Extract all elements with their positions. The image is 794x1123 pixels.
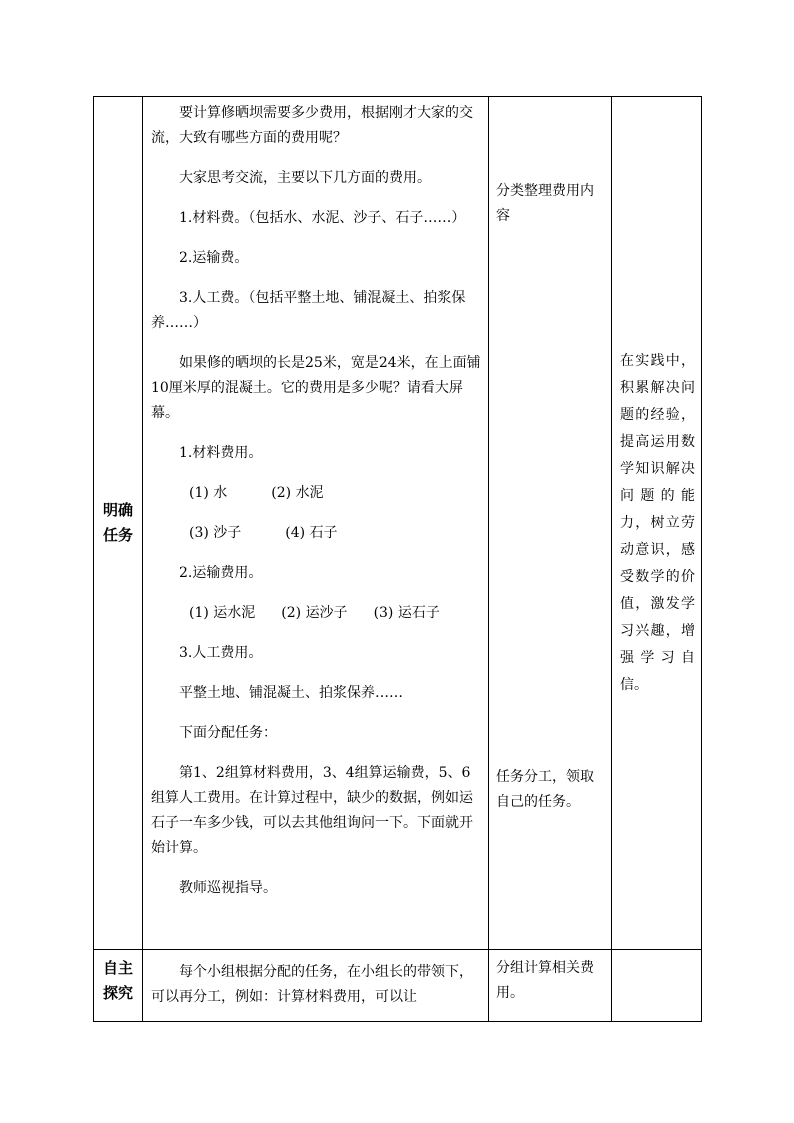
- design-intent-cell: [612, 950, 702, 1022]
- paragraph-discuss: 大家思考交流，主要以下几方面的费用。: [179, 170, 431, 186]
- student-activity-cell: [489, 97, 612, 950]
- design-intent-cell: [612, 97, 702, 950]
- paragraph-labor-items: 平整土地、铺混凝土、拍浆保养……: [179, 685, 403, 701]
- paragraph-cost-1: 1.材料费。（包括水、水泥、沙子、石子……）: [179, 210, 466, 226]
- paragraph-teacher: 教师巡视指导。: [179, 880, 277, 896]
- paragraph-problem: 如果修的晒坝的长是25米，宽是24米，在上面铺10厘米厚的混凝土。它的费用是多少呢？请看大屏幕。: [151, 355, 481, 421]
- section-label-line: 明确: [102, 501, 133, 519]
- table-row: [94, 97, 702, 950]
- list-item: (4) 石子: [285, 525, 338, 541]
- paragraph-explore: 每个小组根据分配的任务，在小组长的带领下，可以再分工，例如：计算材料费用，可以让: [151, 964, 473, 1005]
- design-intent-text: 在实践中，积累解决问题的经验，提高运用数学知识解决问题的能力，树立劳动意识，感受数学的价值，激发学习兴趣，增强学习自信。: [620, 352, 695, 693]
- section-label-line: 探究: [102, 984, 133, 1002]
- list-item: (2) 运沙子: [281, 605, 348, 621]
- list-item: (2) 水泥: [271, 485, 324, 501]
- material-items-line-2: [151, 521, 482, 546]
- teaching-content-cell: [143, 950, 489, 1022]
- table-row: [94, 950, 702, 1022]
- list-item: (3) 运石子: [373, 605, 440, 621]
- paragraph-cost-2: 2.运输费。: [179, 250, 249, 266]
- paragraph-cost-3: 3.人工费。（包括平整土地、铺混凝土、拍浆保养……）: [151, 290, 466, 331]
- paragraph-assign-title: 下面分配任务：: [179, 725, 277, 741]
- list-item: (1) 运水泥: [189, 605, 256, 621]
- paragraph-material-title: 1.材料费用。: [179, 445, 263, 461]
- paragraph-assign: 第1、2组算材料费用，3、4组算运输费，5、6组算人工费用。在计算过程中，缺少的数据，例如运石子一车多少钱，可以去其他组询问一下。下面就开始计算。: [151, 765, 473, 856]
- transport-items-line: [151, 601, 482, 626]
- section-label-explore: [94, 950, 143, 1022]
- list-item: (3) 沙子: [189, 525, 242, 541]
- student-activity-a: 分类整理费用内容: [496, 183, 594, 224]
- section-label-line: 自主: [102, 959, 133, 977]
- lesson-plan-table: [93, 96, 702, 1022]
- section-label-line: 任务: [102, 526, 133, 544]
- teaching-content-cell: [143, 97, 489, 950]
- paragraph-intro: 要计算修晒坝需要多少费用，根据刚才大家的交流，大致有哪些方面的费用呢？: [151, 105, 473, 146]
- student-activity-cell: [489, 950, 612, 1022]
- list-item: (1) 水: [189, 485, 228, 501]
- paragraph-transport-title: 2.运输费用。: [179, 565, 263, 581]
- material-items-line-1: [151, 481, 482, 506]
- student-activity-b: 任务分工，领取自己的任务。: [496, 769, 594, 810]
- student-activity-explore: 分组计算相关费用。: [496, 960, 594, 1001]
- paragraph-labor-title: 3.人工费用。: [179, 645, 263, 661]
- section-label-clarify-task: [94, 97, 143, 950]
